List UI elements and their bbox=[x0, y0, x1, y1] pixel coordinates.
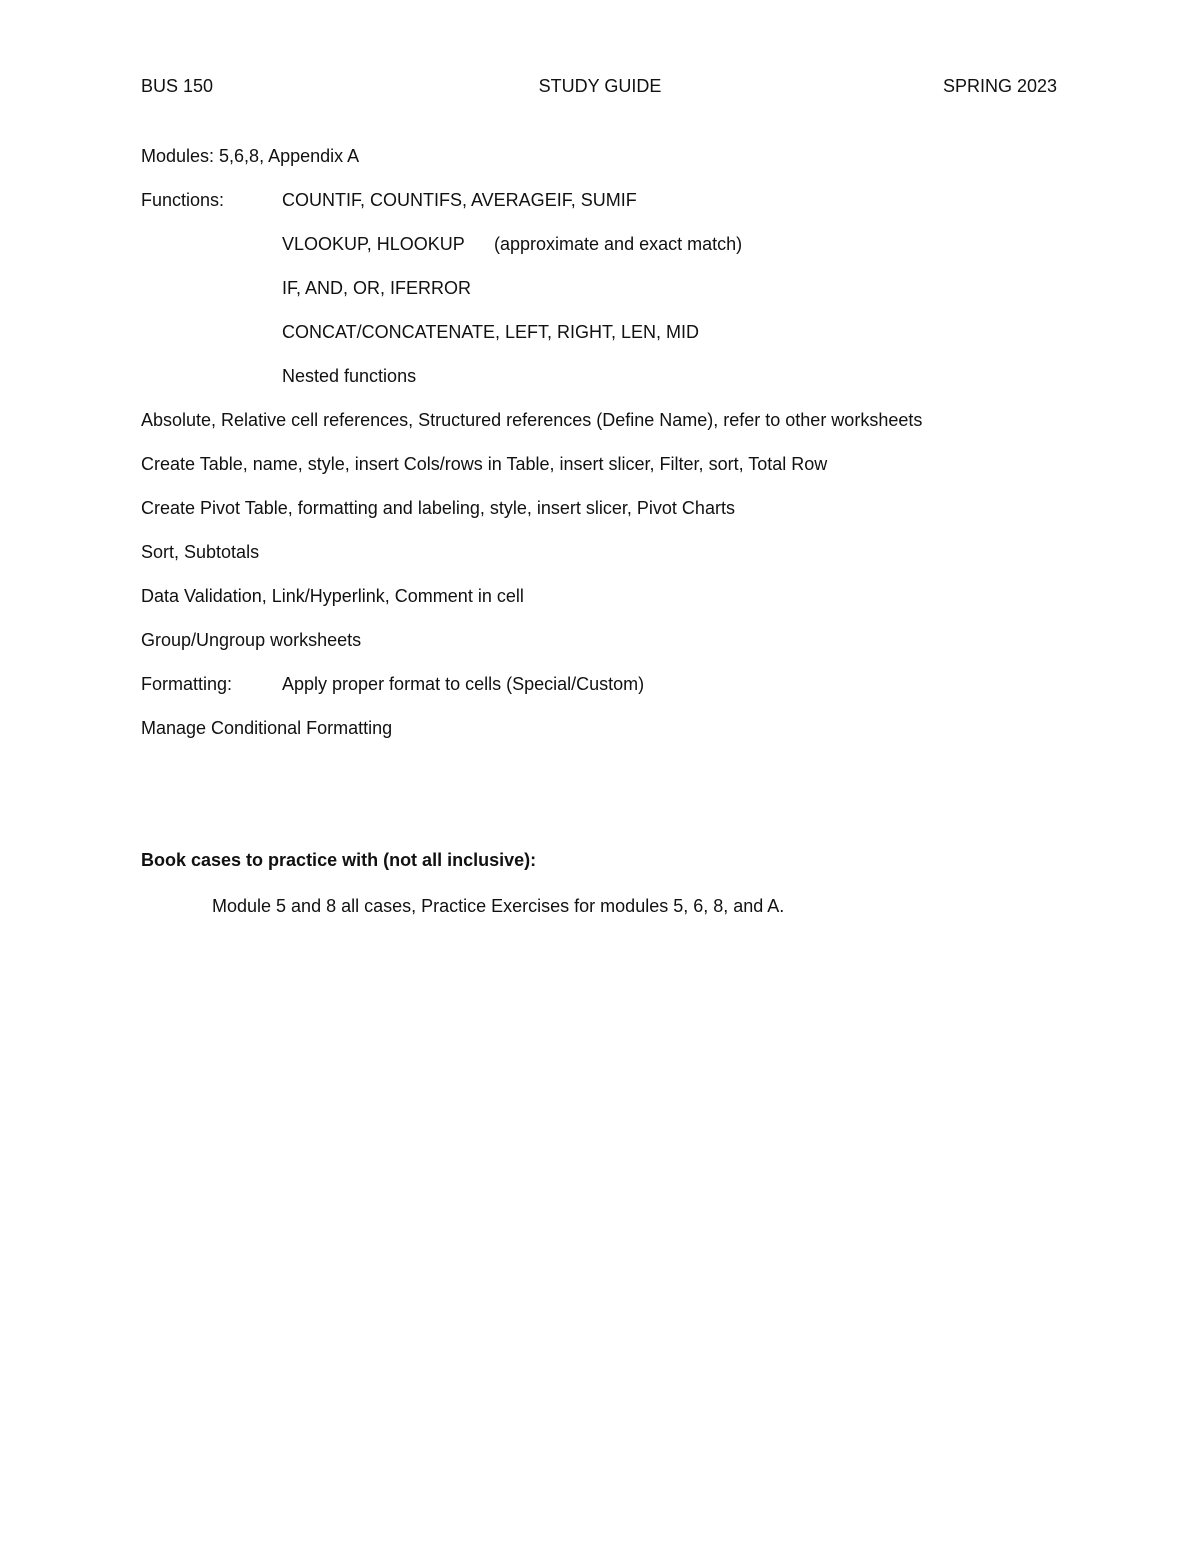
formatting-text: Apply proper format to cells (Special/Custom) bbox=[282, 674, 645, 694]
book-cases-heading: Book cases to practice with (not all inclusive): bbox=[141, 850, 537, 870]
topic-pivot-table: Create Pivot Table, formatting and labeling, style, insert slicer, Pivot Charts bbox=[141, 498, 735, 518]
formatting-label: Formatting: bbox=[141, 674, 233, 694]
topic-data-validation: Data Validation, Link/Hyperlink, Comment in cell bbox=[141, 586, 524, 606]
modules-line: Modules: 5,6,8, Appendix A bbox=[141, 146, 360, 166]
topic-create-table: Create Table, name, style, insert Cols/rows in Table, insert slicer, Filter, sort, Total Row bbox=[141, 454, 828, 474]
topic-cell-references: Absolute, Relative cell references, Structured references (Define Name), refer to other worksheets bbox=[141, 410, 923, 430]
topic-group-worksheets: Group/Ungroup worksheets bbox=[141, 630, 362, 650]
functions-item-3: IF, AND, OR, IFERROR bbox=[282, 278, 472, 298]
functions-item-2: VLOOKUP, HLOOKUP bbox=[282, 234, 465, 254]
topic-sort-subtotals: Sort, Subtotals bbox=[141, 542, 260, 562]
document-title: STUDY GUIDE bbox=[538, 76, 662, 96]
functions-item-4: CONCAT/CONCATENATE, LEFT, RIGHT, LEN, MID bbox=[282, 322, 700, 342]
book-cases-text: Module 5 and 8 all cases, Practice Exercises for modules 5, 6, 8, and A. bbox=[212, 896, 785, 916]
lookup-note: (approximate and exact match) bbox=[494, 234, 743, 254]
term-label: SPRING 2023 bbox=[942, 76, 1057, 96]
functions-label: Functions: bbox=[141, 190, 225, 210]
course-code: BUS 150 bbox=[141, 76, 214, 96]
conditional-formatting: Manage Conditional Formatting bbox=[141, 718, 393, 738]
functions-item-1: COUNTIF, COUNTIFS, AVERAGEIF, SUMIF bbox=[282, 190, 637, 210]
functions-item-5: Nested functions bbox=[282, 366, 417, 386]
